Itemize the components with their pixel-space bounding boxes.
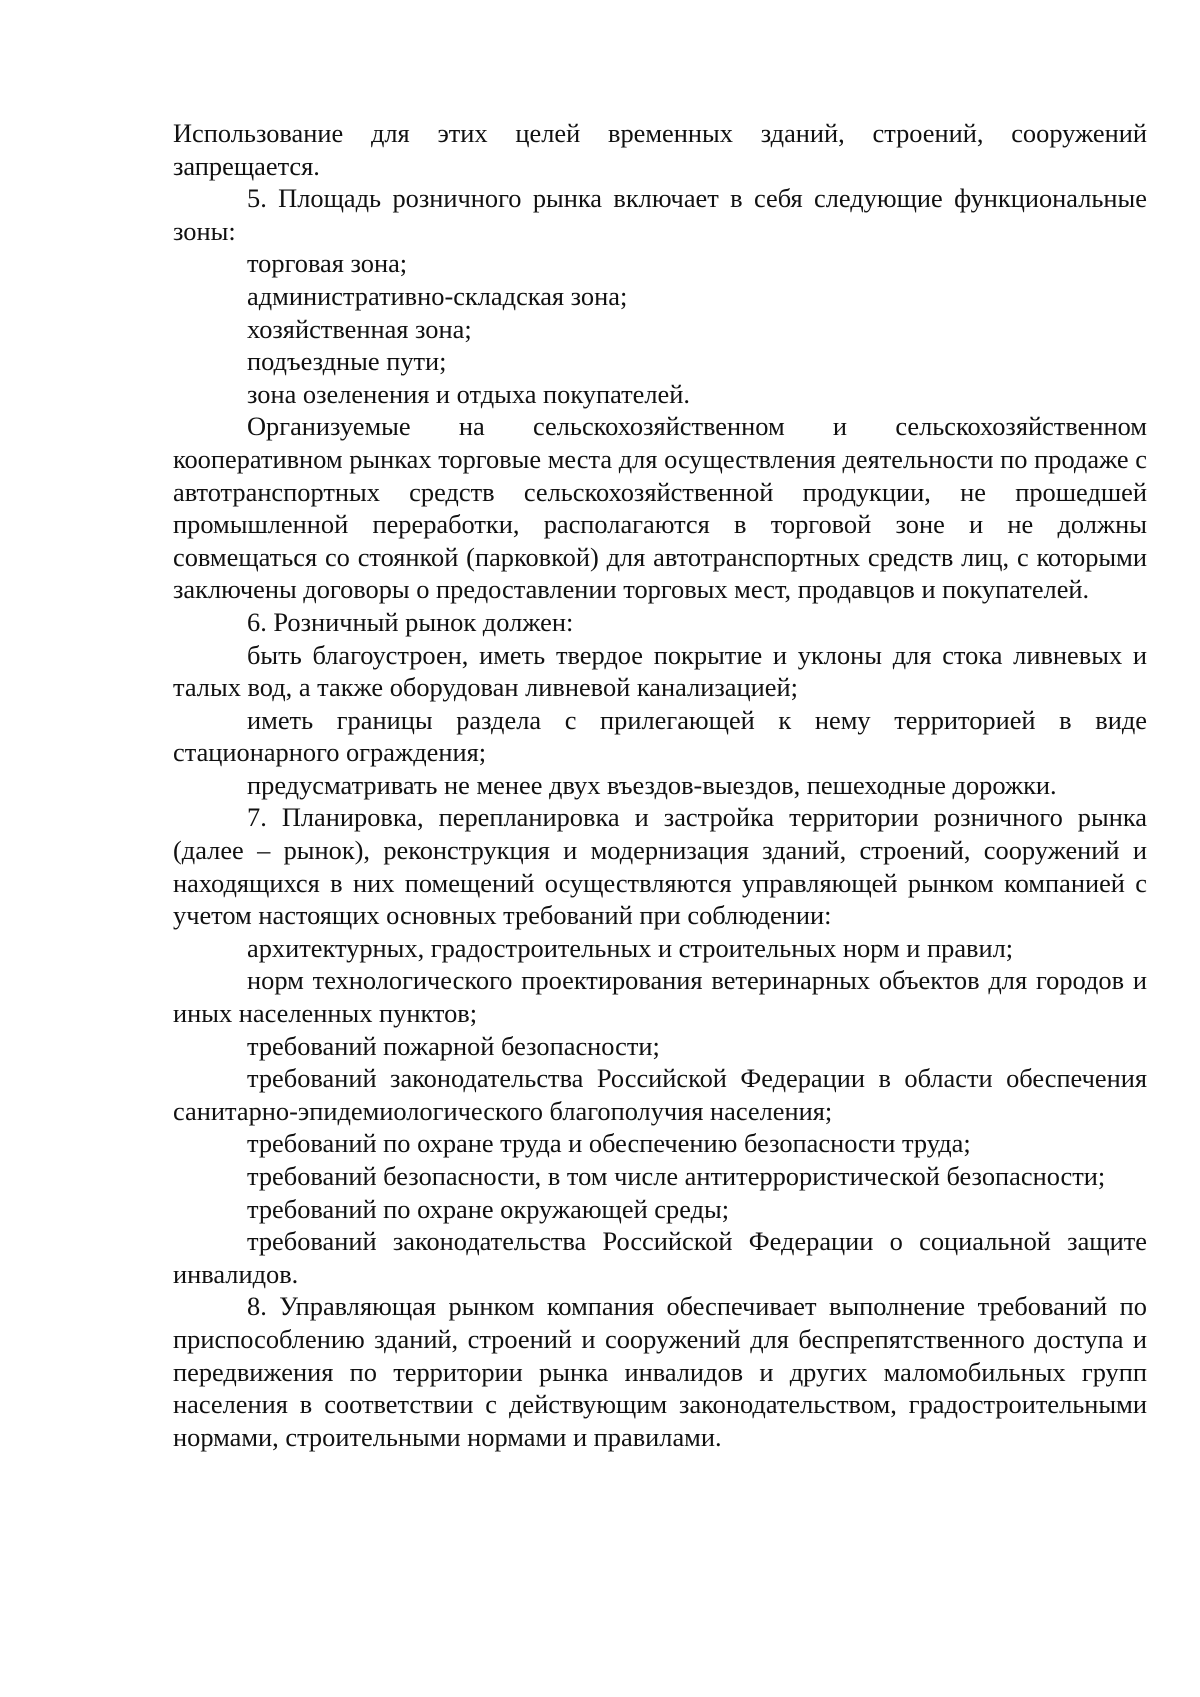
paragraph: требований пожарной безопасности; <box>247 1030 660 1061</box>
document-body <box>173 117 1147 1453</box>
paragraph: требований законодательства Российской Федерации в области обеспечения санитарно-эпидемиологического благополучия населения; <box>173 1063 1147 1126</box>
paragraph: быть благоустроен, иметь твердое покрытие и уклоны для стока ливневых и талых вод, а также оборудован ливневой канализацией; <box>173 639 1147 703</box>
paragraph: 7. Планировка, перепланировка и застройка территории розничного рынка (далее – рынок), реконструкция и модернизация зданий, строений, сооружений и находящихся в них помещений осуществляются управляющей рынком компанией с учетом настоящих основных требований при соблюдении: <box>173 802 1147 931</box>
paragraph: норм технологического проектирования ветеринарных объектов для городов и иных населенных пунктов; <box>173 965 1147 1029</box>
paragraph: требований по охране окружающей среды; <box>247 1193 730 1224</box>
paragraph: 6. Розничный рынок должен: <box>247 606 574 637</box>
paragraph: Организуемые на сельскохозяйственном и сельскохозяйственном кооперативном рынках торговые места для осуществления деятельности по продаже с автотранспортных средств сельскохозяйственной продукции, не прошедшей промышленной переработки, располагаются в торговой зоне и не должны совмещаться со стоянкой (парковкой) для автотранспортных средств лиц, с которыми заключены договоры о предоставлении торговых мест, продавцов и покупателей. <box>173 411 1147 605</box>
paragraph: зона озеленения и отдыха покупателей. <box>247 378 690 409</box>
paragraph: 5. Площадь розничного рынка включает в себя следующие функциональные зоны: <box>173 183 1147 246</box>
paragraph: административно-складская зона; <box>247 280 628 311</box>
paragraph: требований по охране труда и обеспечению безопасности труда; <box>247 1128 971 1159</box>
paragraph: предусматривать не менее двух въездов-выездов, пешеходные дорожки. <box>247 769 1057 800</box>
paragraph: требований безопасности, в том числе антитеррористической безопасности; <box>247 1161 1106 1191</box>
paragraph: архитектурных, градостроительных и строительных норм и правил; <box>247 932 1014 963</box>
paragraph: торговая зона; <box>247 248 408 279</box>
paragraph: 8. Управляющая рынком компания обеспечивает выполнение требований по приспособлению зданий, строений и сооружений для беспрепятственного доступа и передвижения по территории рынка инвалидов и других маломобильных групп населения в соответствии с действующим законодательством, градостроительными нормами, строительными нормами и правилами. <box>173 1291 1147 1452</box>
paragraph: хозяйственная зона; <box>247 313 472 344</box>
paragraph: подъездные пути; <box>247 346 447 377</box>
paragraph: иметь границы раздела с прилегающей к нему территорией в виде стационарного ограждения; <box>173 704 1147 768</box>
paragraph: требований законодательства Российской Федерации о социальной защите инвалидов. <box>173 1226 1147 1289</box>
paragraph: Использование для этих целей временных зданий, строений, сооружений запрещается. <box>173 118 1147 181</box>
